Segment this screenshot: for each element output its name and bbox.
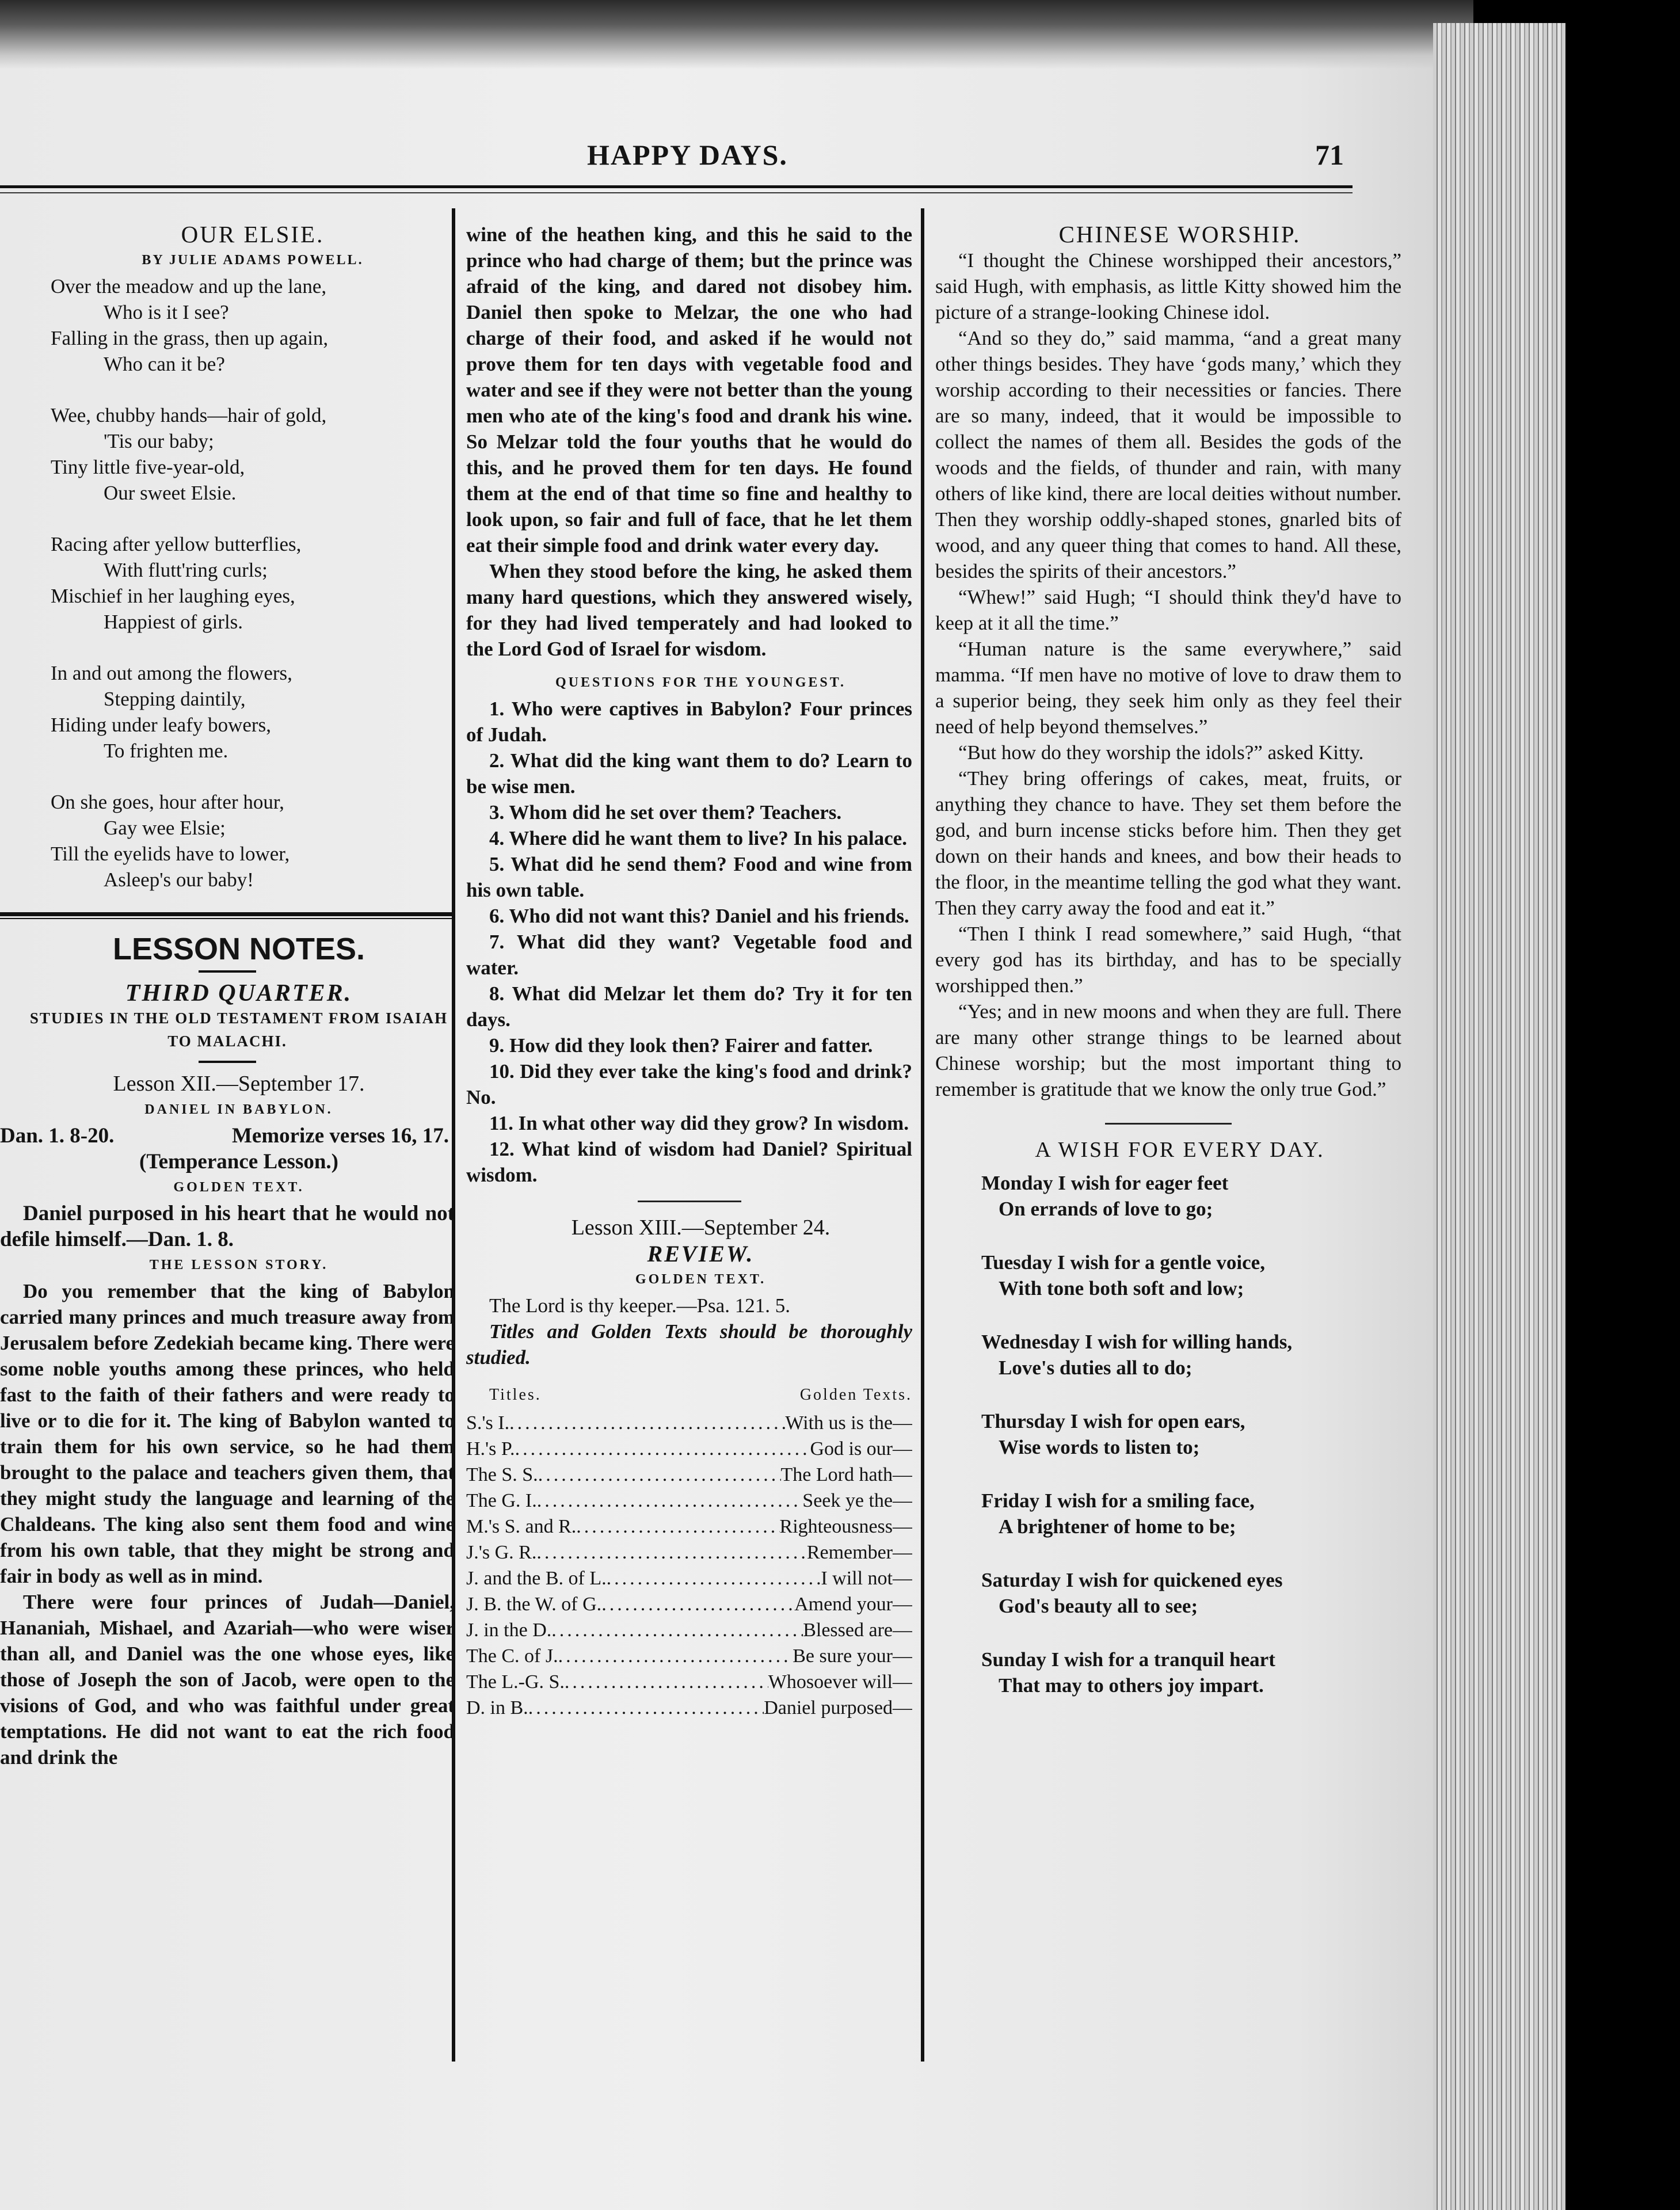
- wish-stanza: [976, 1249, 1401, 1301]
- middle-column: [466, 222, 912, 1721]
- poem-line: Tiny little five-year-old,: [51, 456, 245, 478]
- leader-dots: [509, 1410, 785, 1436]
- poem-line: Gay wee Elsie;: [104, 817, 226, 839]
- article-paragraph: “I thought the Chinese worshipped their ancestors,” said Hugh, with emphasis, as little Kitty showed him the picture of a strange-looking Chinese idol.: [935, 249, 1401, 323]
- running-head: HAPPY DAYS.: [587, 139, 788, 171]
- review-table-header: [466, 1382, 912, 1408]
- poem-stanza: [28, 660, 455, 764]
- poem-line: To frighten me.: [104, 740, 228, 762]
- section-rule-thin: [0, 918, 455, 919]
- wish-poem-title: A WISH FOR EVERY DAY.: [1035, 1138, 1325, 1162]
- lesson-notes-heading: LESSON NOTES.: [112, 932, 365, 966]
- poem-stanza: [28, 273, 455, 377]
- poem-line: On she goes, hour after hour,: [51, 791, 284, 813]
- poem-line: Mischief in her laughing eyes,: [51, 585, 295, 607]
- golden-texts-column-header: Golden Texts.: [799, 1386, 912, 1404]
- top-shadow: [0, 0, 1473, 69]
- article-paragraph: “Yes; and in new moons and when they are full. There are many other strange things to be learned about Chinese worship; but the most important thing to remember is gratitude that we know the only true God.”: [935, 1000, 1401, 1100]
- review-row: [466, 1462, 912, 1488]
- wish-stanza: [976, 1329, 1401, 1381]
- article-paragraph: “But how do they worship the idols?” asked Kitty.: [958, 741, 1364, 764]
- lesson-story-paragraph: Do you remember that the king of Babylon carried many princes and much treasure away from Jerusalem before Zedekiah became king. There were some noble youths among these princes, who held fast to the faith of their fathers and were ready to live or to die for it. The king of Babylon wanted to train them for his own service, so he had them brought to the palace and teachers given them, that they might study the language and learning of the Chaldeans. The king also sent them food and wine from his own table, that they might be strong and fair in body as well as in mind.: [0, 1280, 455, 1587]
- short-rule: [199, 970, 256, 973]
- poem-line: With flutt'ring curls;: [104, 559, 268, 581]
- review-title: J. B. the W. of G.: [466, 1594, 602, 1615]
- lesson-story-paragraph: There were four princes of Judah—Daniel, Hananiah, Mishael, and Azariah—who were wiser than all, and Daniel was the one whose eyes, like those of Joseph the son of Jacob, were open to the visions of God, and who was faithful under great temptations. He did not want to eat the rich food and drink the: [0, 1591, 455, 1769]
- question-answer: 3. Whom did he set over them? Teachers.: [489, 801, 842, 824]
- article-paragraph: “Whew!” said Hugh; “I should think they'd have to keep at it all the time.”: [935, 586, 1401, 634]
- leader-dots: [551, 1617, 803, 1643]
- article-paragraph: “Then I think I read somewhere,” said Hugh, “that every god has its birthday, and has to be specially worshipped then.”: [935, 923, 1401, 997]
- review-title: J. and the B. of L.: [466, 1568, 607, 1589]
- review-title: The L.-G. S.: [466, 1671, 565, 1693]
- wish-stanza: [976, 1170, 1401, 1222]
- golden-text: The Lord is thy keeper.—Psa. 121. 5.: [489, 1294, 790, 1317]
- wish-line: God's beauty all to see;: [999, 1595, 1198, 1617]
- golden-text-label: GOLDEN TEXT.: [635, 1272, 767, 1287]
- wish-line: Tuesday I wish for a gentle voice,: [981, 1251, 1265, 1274]
- poem-line: Over the meadow and up the lane,: [51, 275, 327, 298]
- page-number: 71: [1315, 139, 1344, 171]
- review-golden-text: Amend your—: [794, 1594, 912, 1615]
- short-rule: [1105, 1123, 1232, 1125]
- leader-dots: [538, 1462, 781, 1488]
- wish-line: Thursday I wish for open ears,: [981, 1410, 1245, 1432]
- article-paragraph: “And so they do,” said mamma, “and a great many other things besides. They have ‘gods many,’ which they worship according to their necessities or fancies. There are so many, indeed, that it would be impossible to collect the names of them all. Besides the gods of the woods and the fields, of thunder and rain, with many others of like kind, there are local deities without number. Then they worship oddly-shaped stones, gnarled bits of wood, and any queer thing that comes to hand. All these, besides the spirits of their ancestors.”: [935, 327, 1401, 582]
- questions-list: [466, 696, 912, 1188]
- review-row: [466, 1410, 912, 1436]
- questions-label: QUESTIONS FOR THE YOUNGEST.: [555, 675, 846, 690]
- lesson-story-continued: wine of the heathen king, and this he said to the prince who had charge of them; but the prince was afraid of the king, and dared not disobey him. Daniel then spoke to Melzar, the one who had charge of their food, and asked if he would not prove them for ten days with vegetable food and water and see if they were not better than the young men who ate of the king's food and drank his wine. So Melzar told the four youths that he would do this, and he proved them for ten days. He found them at the end of that time so fine and healthy to look upon, so fair and full of face, that he let them eat their simple food and drink water every day.: [466, 223, 912, 557]
- lesson-story-paragraph: When they stood before the king, he asked them many hard questions, which they answered wisely, for they had lived temperately and had looked to the Lord God of Israel for wisdom.: [466, 560, 912, 660]
- review-title: The S. S.: [466, 1464, 538, 1485]
- review-row: [466, 1617, 912, 1643]
- review-golden-text: Seek ye the—: [802, 1490, 912, 1511]
- wish-stanza: [976, 1408, 1401, 1460]
- poem-line: Wee, chubby hands—hair of gold,: [51, 404, 327, 426]
- lesson-topic: DANIEL IN BABYLON.: [144, 1102, 333, 1117]
- lesson-13-heading: Lesson XIII.—September 24.: [571, 1216, 831, 1240]
- header-rule: [0, 185, 1353, 188]
- poem-our-elsie: [0, 222, 455, 893]
- review-golden-text: God is our—: [810, 1438, 912, 1460]
- scripture-ref: Dan. 1. 8-20.: [0, 1124, 115, 1148]
- question-answer: 1. Who were captives in Babylon? Four princes of Judah.: [466, 698, 912, 746]
- question-answer: 4. Where did he want them to live? In his palace.: [489, 827, 907, 849]
- review-row: [466, 1514, 912, 1540]
- review-golden-text: The Lord hath—: [780, 1464, 912, 1485]
- poem-line: Racing after yellow butterflies,: [51, 533, 302, 555]
- question-answer: 6. Who did not want this? Daniel and his friends.: [489, 905, 909, 927]
- article-paragraph: “Human nature is the same everywhere,” said mamma. “If men have no motive of love to draw them to a superior being, they seek him only as they feel their need of help beyond themselves.”: [935, 638, 1401, 738]
- section-rule-thick: [0, 912, 455, 916]
- poem-stanza: [28, 531, 455, 635]
- lesson-12-heading: Lesson XII.—September 17.: [113, 1072, 365, 1096]
- wish-line: Wednesday I wish for willing hands,: [981, 1331, 1293, 1353]
- wish-stanza: [976, 1647, 1401, 1698]
- question-answer: 9. How did they look then? Fairer and fatter.: [489, 1034, 873, 1057]
- wish-line: Love's duties all to do;: [999, 1357, 1193, 1379]
- column-rule-right: [921, 208, 924, 2062]
- review-instruction: Titles and Golden Texts should be thoroughly studied.: [466, 1320, 912, 1369]
- review-title: The G. I.: [466, 1490, 537, 1511]
- question-answer: 10. Did they ever take the king's food and drink? No.: [466, 1060, 912, 1108]
- wish-line: On errands of love to go;: [999, 1198, 1213, 1220]
- poem-stanza: [28, 402, 455, 506]
- poem-line: Stepping daintily,: [104, 688, 246, 710]
- poem-line: Who is it I see?: [104, 301, 229, 323]
- review-golden-text: Daniel purposed—: [764, 1697, 912, 1719]
- chinese-worship-title: CHINESE WORSHIP.: [1058, 221, 1301, 247]
- leader-dots: [536, 1540, 807, 1565]
- poem-title: OUR ELSIE.: [181, 221, 325, 247]
- poem-byline: BY JULIE ADAMS POWELL.: [142, 253, 364, 268]
- review-heading: REVIEW.: [647, 1241, 755, 1267]
- review-title: The C. of J.: [466, 1645, 558, 1667]
- review-golden-text: I will not—: [821, 1568, 912, 1589]
- poem-line: Asleep's our baby!: [104, 868, 254, 891]
- memorize-verses: Memorize verses 16, 17.: [231, 1124, 449, 1148]
- chinese-worship-article: [935, 247, 1401, 1102]
- short-rule: [638, 1201, 741, 1202]
- review-row: [466, 1643, 912, 1669]
- wish-line: With tone both soft and low;: [999, 1277, 1244, 1300]
- leader-dots: [528, 1695, 764, 1721]
- leader-dots: [515, 1436, 810, 1462]
- leader-dots: [537, 1488, 803, 1514]
- review-row: [466, 1436, 912, 1462]
- wish-line: That may to others joy impart.: [999, 1674, 1264, 1697]
- poem-line: Happiest of girls.: [104, 611, 243, 633]
- review-row: [466, 1565, 912, 1591]
- leader-dots: [576, 1514, 779, 1540]
- review-title: J.'s G. R.: [466, 1542, 537, 1563]
- wish-line: Saturday I wish for quickened eyes: [981, 1569, 1283, 1591]
- header-rule-thin: [0, 192, 1353, 193]
- question-answer: 8. What did Melzar let them do? Try it for ten days.: [466, 982, 912, 1031]
- titles-column-header: Titles.: [489, 1386, 542, 1404]
- review-golden-text: Whosoever will—: [768, 1671, 912, 1693]
- question-answer: 2. What did the king want them to do? Learn to be wise men.: [466, 749, 912, 798]
- short-rule: [199, 1061, 256, 1063]
- wish-line: Wise words to listen to;: [999, 1436, 1200, 1458]
- review-title: D. in B.: [466, 1697, 528, 1719]
- poem-line: 'Tis our baby;: [104, 430, 214, 452]
- poem-stanza: [28, 789, 455, 893]
- scripture-reference: [0, 1123, 455, 1149]
- wish-line: A brightener of home to be;: [999, 1515, 1236, 1538]
- left-column: [0, 222, 455, 1770]
- question-answer: 11. In what other way did they grow? In wisdom.: [489, 1112, 909, 1134]
- golden-text: Daniel purposed in his heart that he would not defile himself.—Dan. 1. 8.: [0, 1202, 455, 1251]
- review-golden-text: Righteousness—: [779, 1516, 912, 1537]
- review-row: [466, 1695, 912, 1721]
- leader-dots: [601, 1591, 794, 1617]
- review-golden-text: Remember—: [806, 1542, 912, 1563]
- review-row: [466, 1540, 912, 1565]
- review-title: M.'s S. and R.: [466, 1516, 577, 1537]
- leader-dots: [565, 1669, 768, 1695]
- wish-poem: [935, 1170, 1401, 1698]
- poem-line: Hiding under leafy bowers,: [51, 714, 271, 736]
- review-row: [466, 1669, 912, 1695]
- wish-line: Sunday I wish for a tranquil heart: [981, 1648, 1275, 1671]
- poem-line: In and out among the flowers,: [51, 662, 292, 684]
- review-row: [466, 1591, 912, 1617]
- wish-stanza: [976, 1488, 1401, 1540]
- review-golden-text: Be sure your—: [793, 1645, 912, 1667]
- review-title: S.'s I.: [466, 1412, 510, 1434]
- review-table: [466, 1410, 912, 1721]
- lesson-story-label: THE LESSON STORY.: [149, 1258, 329, 1272]
- wish-line: Monday I wish for eager feet: [981, 1172, 1229, 1194]
- poem-stanzas: [28, 273, 455, 893]
- article-paragraph: “They bring offerings of cakes, meat, fruits, or anything they chance to have. They set them before the god, and burn incense sticks before him. Then they get down on their hands and knees, and bow their heads to the floor, in the meantime telling the god what they want. Then they carry away the food and eat it.”: [935, 767, 1401, 919]
- studies-subheading: STUDIES IN THE OLD TESTAMENT FROM ISAIAH TO MALACHI.: [29, 1009, 448, 1050]
- review-title: J. in the D.: [466, 1620, 552, 1641]
- wish-stanza: [976, 1567, 1401, 1619]
- question-answer: 12. What kind of wisdom had Daniel? Spiritual wisdom.: [466, 1138, 912, 1186]
- wish-line: Friday I wish for a smiling face,: [981, 1489, 1255, 1512]
- poem-line: Who can it be?: [104, 353, 225, 375]
- leader-dots: [558, 1643, 793, 1669]
- temperance-note: (Temperance Lesson.): [139, 1150, 338, 1173]
- review-golden-text: Blessed are—: [803, 1620, 912, 1641]
- poem-line: Our sweet Elsie.: [104, 482, 237, 504]
- review-golden-text: With us is the—: [785, 1412, 912, 1434]
- question-answer: 7. What did they want? Vegetable food and water.: [466, 931, 912, 979]
- right-column: [935, 222, 1401, 1726]
- book-page-edges: [1433, 23, 1565, 2210]
- quarter-heading: THIRD QUARTER.: [125, 980, 353, 1007]
- leader-dots: [607, 1565, 821, 1591]
- golden-text-label: GOLDEN TEXT.: [173, 1180, 304, 1195]
- review-row: [466, 1488, 912, 1514]
- poem-line: Falling in the grass, then up again,: [51, 327, 329, 349]
- review-title: H.'s P.: [466, 1438, 515, 1460]
- question-answer: 5. What did he send them? Food and wine from his own table.: [466, 853, 912, 901]
- poem-line: Till the eyelids have to lower,: [51, 843, 290, 865]
